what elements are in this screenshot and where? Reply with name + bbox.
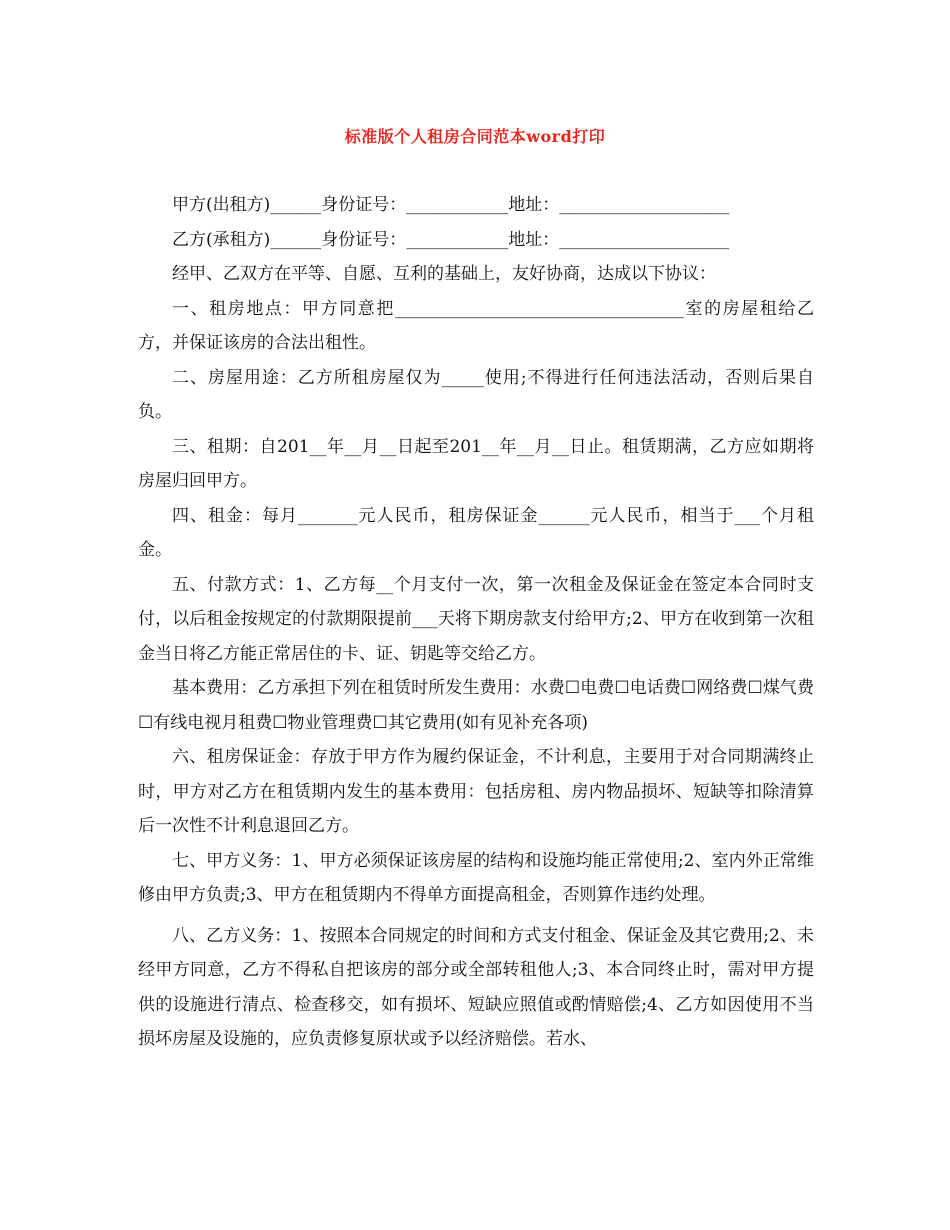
party-b-line: 乙方(承租方)______身份证号：____________地址：____________________ [172, 229, 730, 250]
clause-party-a-duties: 七、甲方义务：1、甲方必须保证该房屋的结构和设施均能正常使用;2、室内外正常维修由甲方负责;3、甲方在租赁期内不得单方面提高租金，否则算作违约处理。 [138, 850, 814, 905]
contract-body [138, 188, 814, 1057]
clause-payment: 五、付款方式：1、乙方每__个月支付一次，第一次租金及保证金在签定本合同时支付，以后租金按规定的付款期限提前___天将下期房款支付给甲方;2、甲方在收到第一次租金当日将乙方能正常居住的卡、证、钥匙等交给乙方。 [138, 574, 814, 664]
clause-basic-fees: 基本费用：乙方承担下列在租赁时所发生费用：水费☐电费☐电话费☐网络费☐煤气费☐有线电视月租费☐物业管理费☐其它费用(如有见补充各项) [138, 678, 814, 733]
document-title: 标准版个人租房合同范本word打印 [344, 127, 606, 146]
clause-usage: 二、房屋用途：乙方所租房屋仅为_____使用;不得进行任何违法活动，否则后果自负。 [138, 367, 814, 422]
clause-location: 一、租房地点：甲方同意把__________________________________室的房屋租给乙方，并保证该房的合法出租性。 [138, 298, 814, 353]
clause-term: 三、租期：自201__年__月__日起至201__年__月__日止。租赁期满，乙方应如期将房屋归回甲方。 [138, 436, 814, 491]
agreement-intro: 经甲、乙双方在平等、自愿、互利的基础上，友好协商，达成以下协议： [172, 264, 716, 284]
clause-rent: 四、租金：每月_______元人民币，租房保证金______元人民币，相当于___个月租金。 [138, 505, 814, 560]
clause-deposit: 六、租房保证金：存放于甲方作为履约保证金，不计利息，主要用于对合同期满终止时，甲方对乙方在租赁期内发生的基本费用：包括房租、房内物品损坏、短缺等扣除清算后一次性不计利息退回乙方。 [138, 747, 814, 836]
clause-party-b-duties: 八、乙方义务：1、按照本合同规定的时间和方式支付租金、保证金及其它费用;2、未经甲方同意，乙方不得私自把该房的部分或全部转租他人;3、本合同终止时，需对甲方提供的设施进行清点、检查移交，如有损坏、短缺应照值或酌情赔偿;4、乙方如因使用不当损坏房屋及设施的，应负责修复原状或予以经济赔偿。若水、 [138, 925, 814, 1049]
party-a-line: 甲方(出租方)______身份证号：____________地址：____________________ [172, 195, 730, 215]
